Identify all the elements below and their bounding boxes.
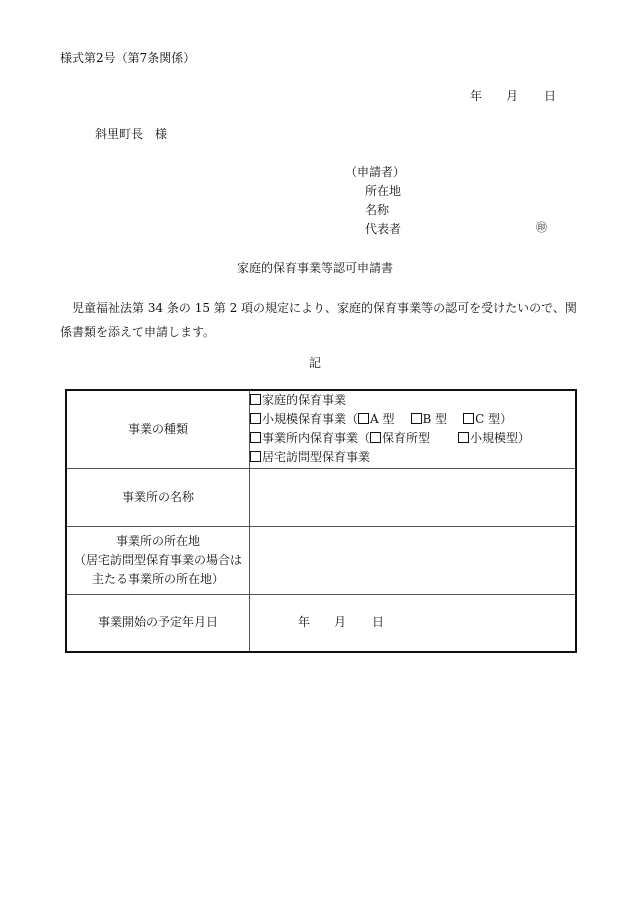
start-date-month: 月 [334,615,347,630]
office-location-label-line3: 主たる事業所の所在地） [91,571,224,586]
table-row-business-type [66,390,576,468]
business-type-label: 事業の種類 [66,390,250,468]
business-type-options [250,390,577,468]
office-name-field[interactable] [250,468,577,526]
application-table [65,389,577,653]
checkbox-small-a[interactable] [358,413,369,424]
checkbox-onsite-small[interactable] [458,432,469,443]
option-small-a-label: A 型 [370,412,395,427]
office-location-field[interactable] [250,526,577,594]
date-day: 日 [544,89,557,103]
table-row-office-location [66,526,576,594]
checkbox-home[interactable] [250,394,261,405]
checkbox-onsite[interactable] [250,432,261,443]
start-date-label: 事業開始の予定年月日 [66,594,250,652]
option-small-c-label: C 型） [475,412,513,427]
applicant-heading: （申請者） [345,165,406,179]
option-onsite-nursery-label: 保育所型 [382,431,431,446]
option-small-b-label: B 型 [422,412,448,427]
checkbox-visiting[interactable] [250,451,261,462]
applicant-location-label: 所在地 [365,184,402,198]
date-month: 月 [506,89,519,103]
applicant-block [345,163,405,239]
submission-date [470,87,556,104]
application-statement: 児童福祉法第 34 条の 15 第 2 項の規定により、家庭的保育事業等の認可を受けたいので、関係書類を添えて申請します。 [60,301,577,339]
date-year: 年 [470,89,483,103]
option-small-label: 小規模保育事業（ [262,412,359,427]
checkbox-small-c[interactable] [463,413,474,424]
checkbox-small-b[interactable] [411,413,422,424]
option-visiting-label: 居宅訪問型保育事業 [262,450,371,465]
table-row-start-date [66,594,576,652]
office-location-label-line1: 事業所の所在地 [115,533,200,548]
office-location-label [66,526,250,594]
office-location-label-line2: （居宅訪問型保育事業の場合は [73,552,242,567]
document-title: 家庭的保育事業等認可申請書 [236,261,393,275]
applicant-representative-label: 代表者 [365,222,402,236]
form-number: 様式第2号（第7条関係） [60,51,196,65]
option-home-label: 家庭的保育事業 [262,393,347,408]
office-name-label: 事業所の名称 [66,468,250,526]
option-onsite-label: 事業所内保育事業（ [262,431,371,446]
ki-heading: 記 [308,356,321,370]
table-row-office-name [66,468,576,526]
start-date-field[interactable] [250,594,577,652]
start-date-day: 日 [372,615,385,630]
seal-mark: ㊞ [536,221,547,234]
applicant-name-label: 名称 [365,203,390,217]
checkbox-onsite-nursery[interactable] [370,432,381,443]
option-onsite-small-label: 小規模型） [470,431,531,446]
checkbox-small[interactable] [250,413,261,424]
recipient: 斜里町長 様 [95,127,168,141]
start-date-year: 年 [298,615,311,630]
